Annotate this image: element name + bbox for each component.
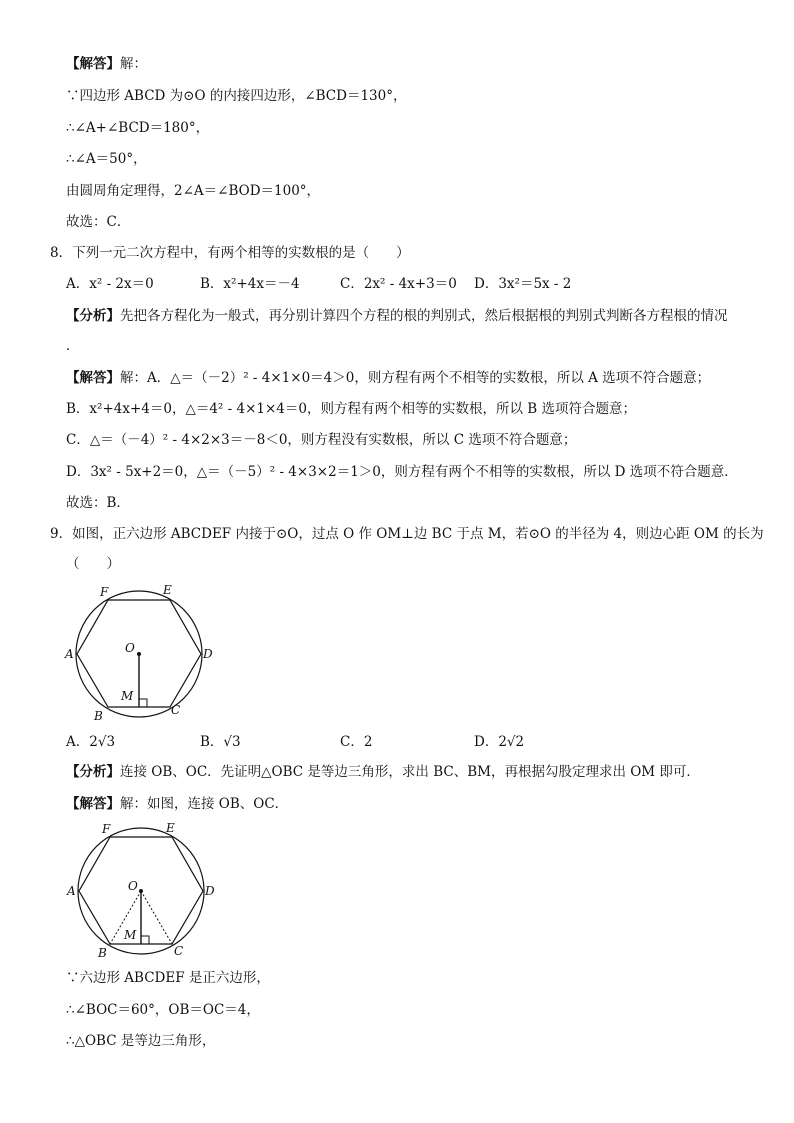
question-8: 8．下列一元二次方程中，有两个相等的实数根的是（ ） [50,245,410,261]
answer-line-4: ∴∠A＝50°， [66,151,147,167]
answer-line-5: 由圆周角定理得，2∠A＝∠BOD＝100°， [66,183,321,199]
hexagon-figure-1 [62,578,222,728]
q8-solution-d: D．3x² - 5x+2＝0，△＝（－5）² - 4×3×2＝1＞0，则方程有两个不相等的实数根，所以 D 选项不符合题意． [66,464,738,480]
label-b: B [98,946,107,960]
label-c: C [174,944,184,958]
q9-solution-4: ∴△OBC 是等边三角形， [66,1033,216,1049]
label-b: B [94,709,103,723]
q8-solution-c: C．△＝（－4）² - 4×2×3＝－8＜0，则方程没有实数根，所以 C 选项不符合题意； [66,432,577,448]
q8-analysis: 【分析】先把各方程化为一般式，再分别计算四个方程的根的判别式，然后根据根的判别式判断各方程根的情况 [66,308,728,324]
q9-solution: 【解答】解：如图，连接 OB、OC． [66,796,289,812]
q8-choice: 故选：B． [66,495,130,511]
right-angle-mark [141,936,149,944]
label-o: O [125,641,135,655]
center-point [137,652,141,656]
q8-analysis-cont: ． [66,338,80,354]
question-9: 9．如图，正六边形 ABCDEF 内接于⊙O，过点 O 作 OM⊥边 BC 于点 M，若⊙O 的半径为 4，则边心距 OM 的长为 [50,526,764,542]
q9-solution-2: ∵六边形 ABCDEF 是正六边形， [66,970,270,986]
label-f: F [100,585,109,599]
q8-option-a: A．x² - 2x＝0 [66,276,154,292]
label-e: E [163,583,172,597]
label-a: A [67,884,76,898]
label-d: D [205,884,215,898]
label-m: M [124,928,137,942]
q8-option-b: B．x²+4x＝－4 [200,276,300,292]
label-f: F [102,822,111,836]
q8-solution-a: 【解答】解：A．△＝（－2）² - 4×1×0＝4＞0，则方程有两个不相等的实数根，所以 A 选项不符合题意； [66,370,711,386]
q9-option-b: B．√3 [200,734,241,750]
q9-option-c: C．2 [340,734,373,750]
q8-option-c: C．2x² - 4x+3＝0 [340,276,457,292]
question-9-paren: （ ） [66,556,120,572]
label-c: C [171,703,181,717]
answer-line-2: ∵四边形 ABCD 为⊙O 的内接四边形，∠BCD＝130°， [66,88,407,104]
label-d: D [203,647,213,661]
q8-solution-b: B．x²+4x+4＝0，△＝4² - 4×1×4＝0，则方程有两个相等的实数根，所以 B 选项符合题意； [66,401,636,417]
answer-line-6: 故选：C． [66,214,131,230]
q8-option-d: D．3x²＝5x - 2 [474,276,572,292]
label-m: M [121,689,134,703]
label-o: O [128,879,138,893]
answer-line-1: 【解答】解： [66,56,147,72]
hexagon-figure-2 [62,818,222,966]
label-a: A [65,647,74,661]
right-angle-mark [139,699,147,707]
q9-solution-3: ∴∠BOC＝60°，OB＝OC＝4， [66,1002,260,1018]
answer-line-3: ∴∠A+∠BCD＝180°， [66,120,210,136]
q9-option-d: D．2√2 [474,734,525,750]
center-point [139,889,143,893]
label-e: E [166,821,175,835]
q9-option-a: A．2√3 [66,734,116,750]
q9-analysis: 【分析】连接 OB、OC．先证明△OBC 是等边三角形，求出 BC、BM，再根据勾股定理求出 OM 即可． [66,764,700,780]
